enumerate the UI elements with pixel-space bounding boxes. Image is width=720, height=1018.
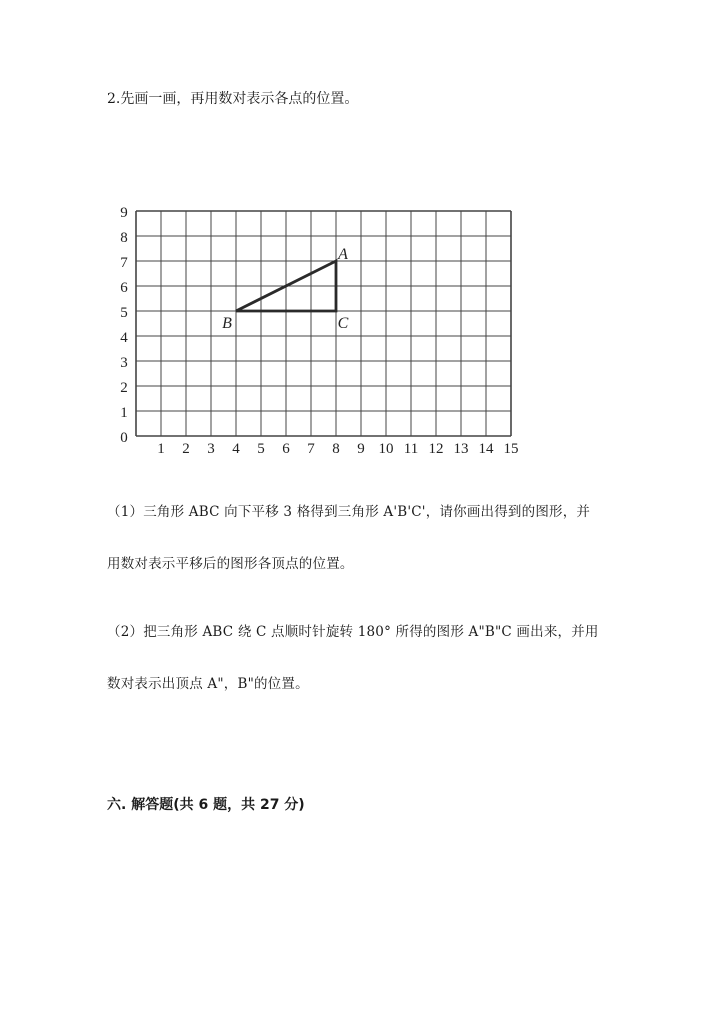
x-tick-label: 4	[232, 441, 240, 457]
question-title: 2.先画一画，再用数对表示各点的位置。	[107, 91, 359, 107]
subquestion-2-line-1: （2）把三角形 ABC 绕 C 点顺时针旋转 180° 所得的图形 A"B"C 画出来，并用	[107, 624, 599, 640]
x-tick-label: 8	[332, 441, 340, 457]
vertex-label-c: C	[337, 315, 349, 332]
y-tick-label: 9	[120, 205, 128, 221]
section-heading: 六. 解答题(共 6 题，共 27 分)	[107, 797, 305, 813]
y-tick-label: 5	[120, 305, 128, 321]
y-tick-label: 4	[120, 330, 128, 346]
vertex-label-b: B	[222, 315, 232, 332]
x-tick-label: 9	[357, 441, 365, 457]
grid-svg	[110, 196, 530, 466]
x-tick-label: 0	[120, 430, 128, 446]
x-tick-label: 1	[157, 441, 165, 457]
x-tick-label: 5	[257, 441, 265, 457]
x-tick-label: 11	[403, 441, 419, 457]
x-tick-label: 6	[282, 441, 290, 457]
y-tick-label: 8	[120, 230, 128, 246]
y-tick-label: 1	[120, 405, 128, 421]
y-tick-label: 7	[120, 255, 128, 271]
y-tick-label: 3	[120, 355, 128, 371]
vertex-label-a: A	[338, 246, 348, 263]
x-tick-label: 13	[453, 441, 469, 457]
y-tick-label: 2	[120, 380, 128, 396]
x-tick-label: 15	[503, 441, 519, 457]
x-tick-label: 14	[478, 441, 494, 457]
x-tick-label: 7	[307, 441, 315, 457]
coordinate-grid	[110, 196, 530, 466]
x-tick-label: 2	[182, 441, 190, 457]
subquestion-2-line-2: 数对表示出顶点 A"，B"的位置。	[107, 676, 309, 692]
x-tick-label: 12	[428, 441, 444, 457]
subquestion-1-line-2: 用数对表示平移后的图形各顶点的位置。	[107, 556, 354, 572]
y-tick-label: 6	[120, 280, 128, 296]
subquestion-1-line-1: （1）三角形 ABC 向下平移 3 格得到三角形 A'B'C'，请你画出得到的图形，并	[107, 504, 591, 520]
x-tick-label: 10	[378, 441, 394, 457]
x-tick-label: 3	[207, 441, 215, 457]
